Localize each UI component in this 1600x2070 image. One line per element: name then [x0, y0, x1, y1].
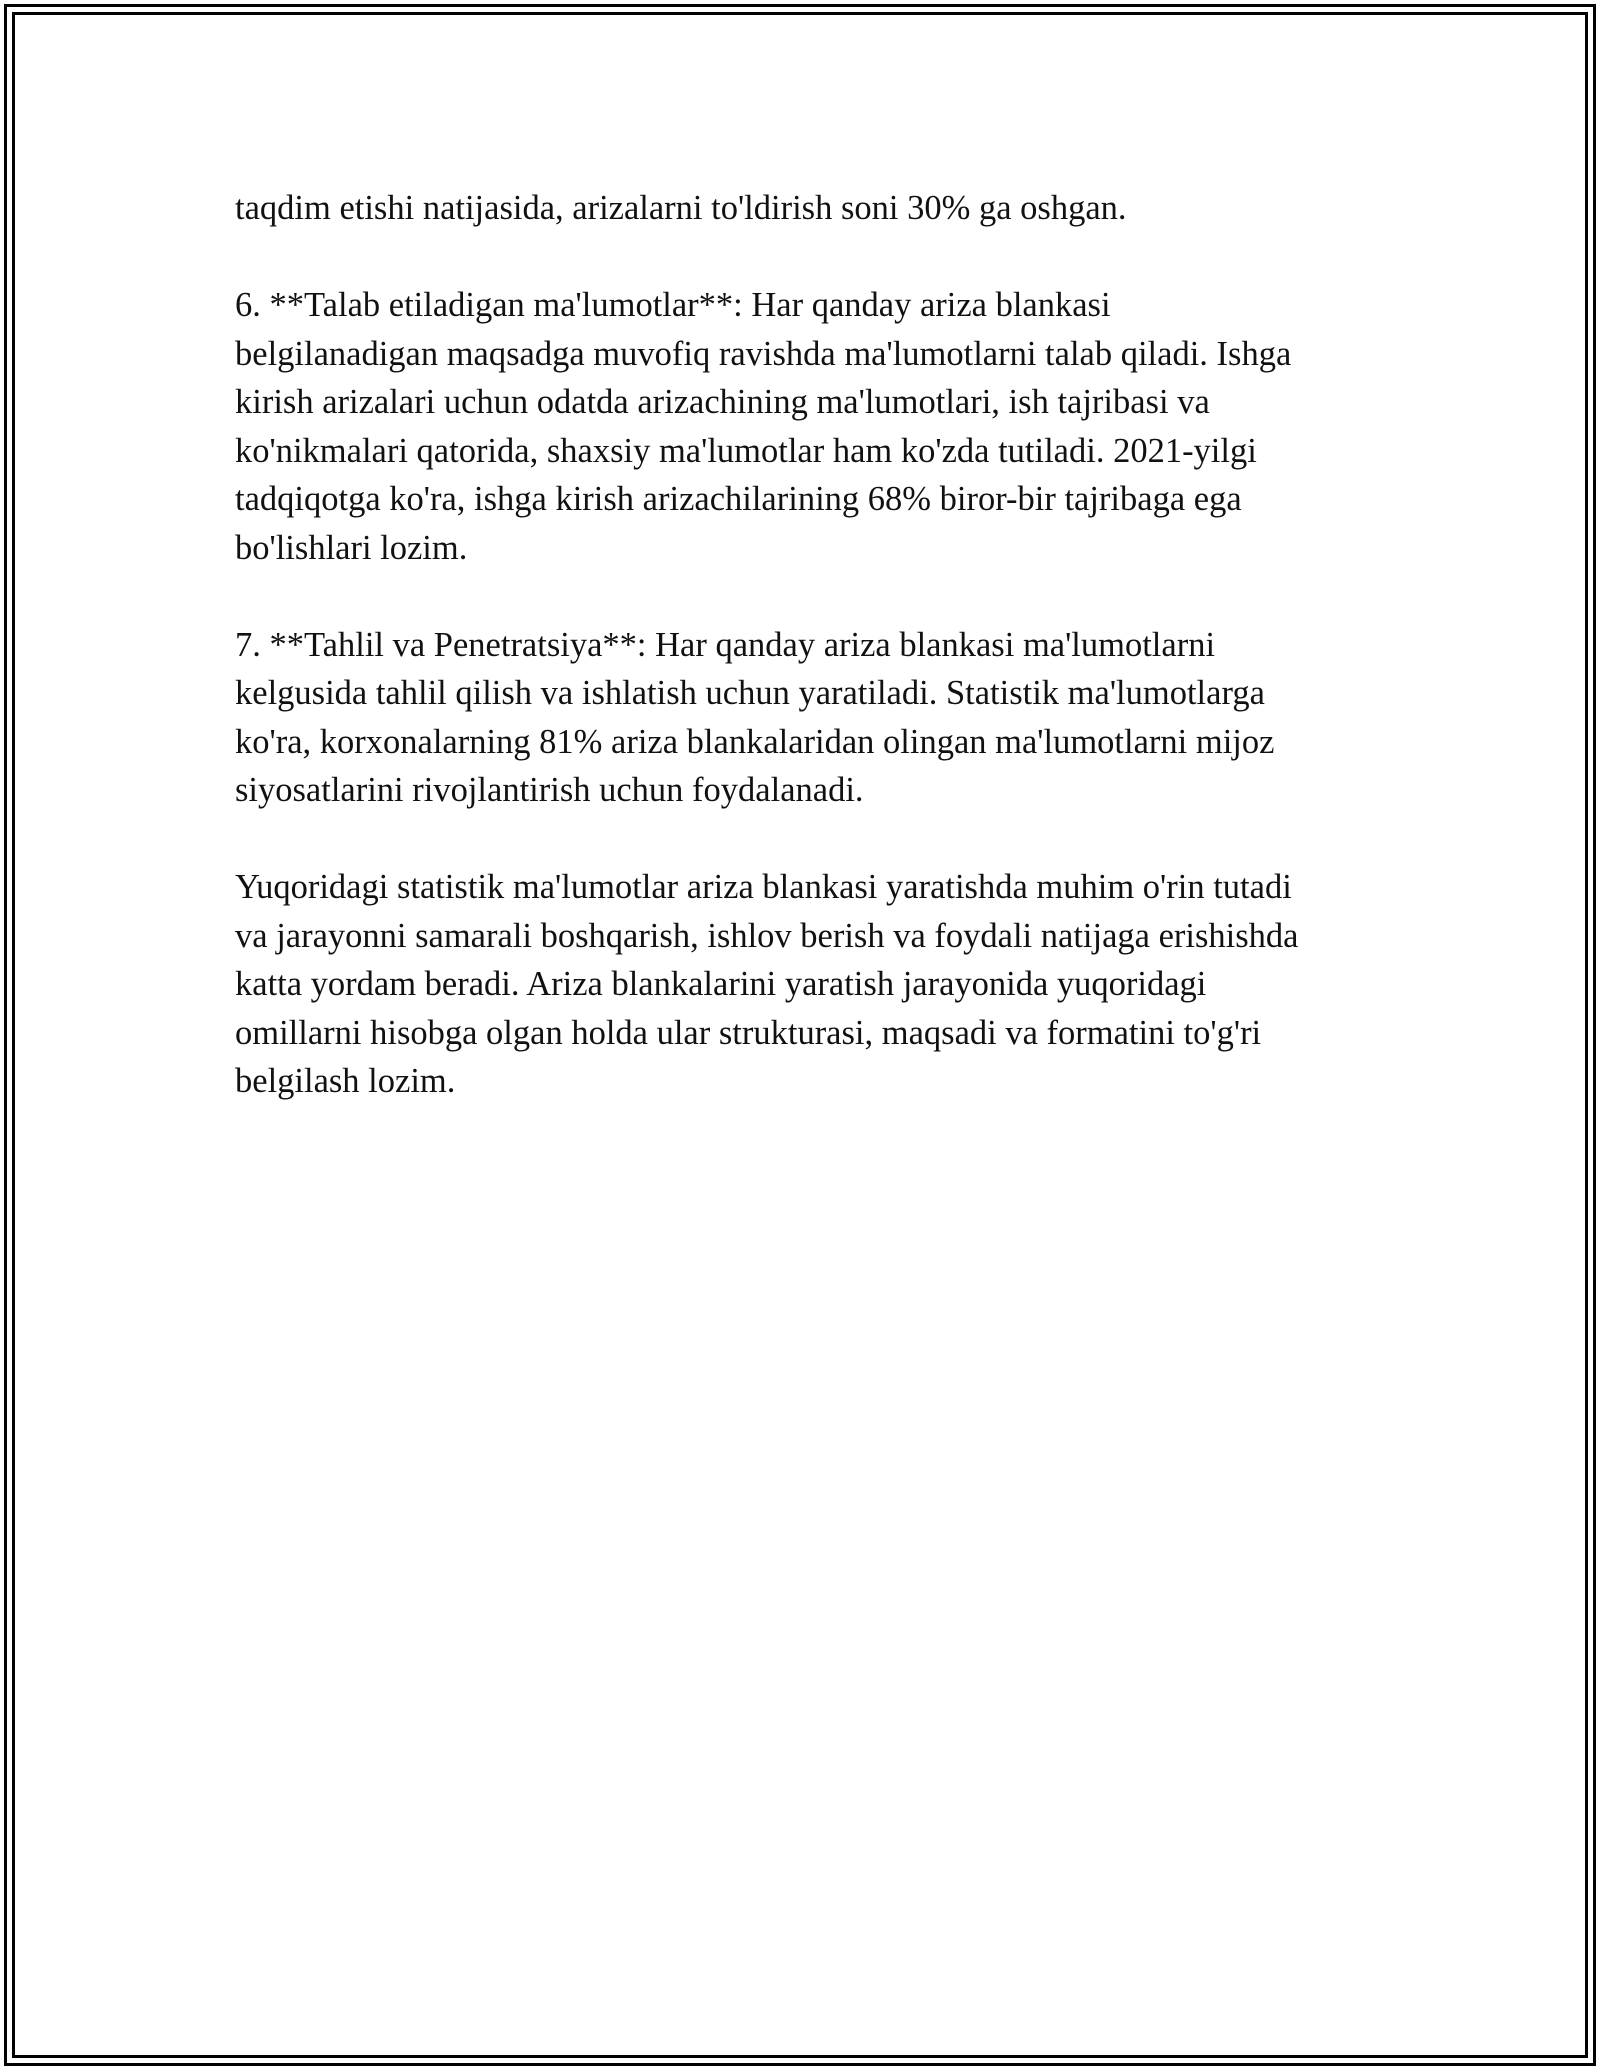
document-body	[235, 184, 1395, 1154]
paragraph-continuation: taqdim etishi natijasida, arizalarni to'ldirish soni 30% ga oshgan.	[235, 189, 1127, 227]
paragraph-conclusion: Yuqoridagi statistik ma'lumotlar ariza blankasi yaratishda muhim o'rin tutadi va jarayonni samarali boshqarish, ishlov berish va foydali natijaga erishishda katta yordam beradi. Ariza blankalarini yaratish jarayonida yuqoridagi omillarni hisobga olgan holda ular strukturasi, maqsadi va formatini to'g'ri belgilash lozim.	[235, 868, 1299, 1100]
paragraph-item-7: 7. **Tahlil va Penetratsiya**: Har qanday ariza blankasi ma'lumotlarni kelgusida tahlil qilish va ishlatish uchun yaratiladi. Statistik ma'lumotlarga ko'ra, korxonalarning 81% ariza blankalaridan olingan ma'lumotlarni mijoz siyosatlarini rivojlantirish uchun foydalanadi.	[235, 625, 1275, 809]
paragraph-item-6: 6. **Talab etiladigan ma'lumotlar**: Har qanday ariza blankasi belgilanadigan maqsadga muvofiq ravishda ma'lumotlarni talab qiladi. Ishga kirish arizalari uchun odatda arizachining ma'lumotlari, ish tajribasi va ko'nikmalari qatorida, shaxsiy ma'lumotlar ham ko'zda tutiladi. 2021-yilgi tadqiqotga ko'ra, ishga kirish arizachilarining 68% biror-bir tajribaga ega bo'lishlari lozim.	[235, 286, 1292, 567]
